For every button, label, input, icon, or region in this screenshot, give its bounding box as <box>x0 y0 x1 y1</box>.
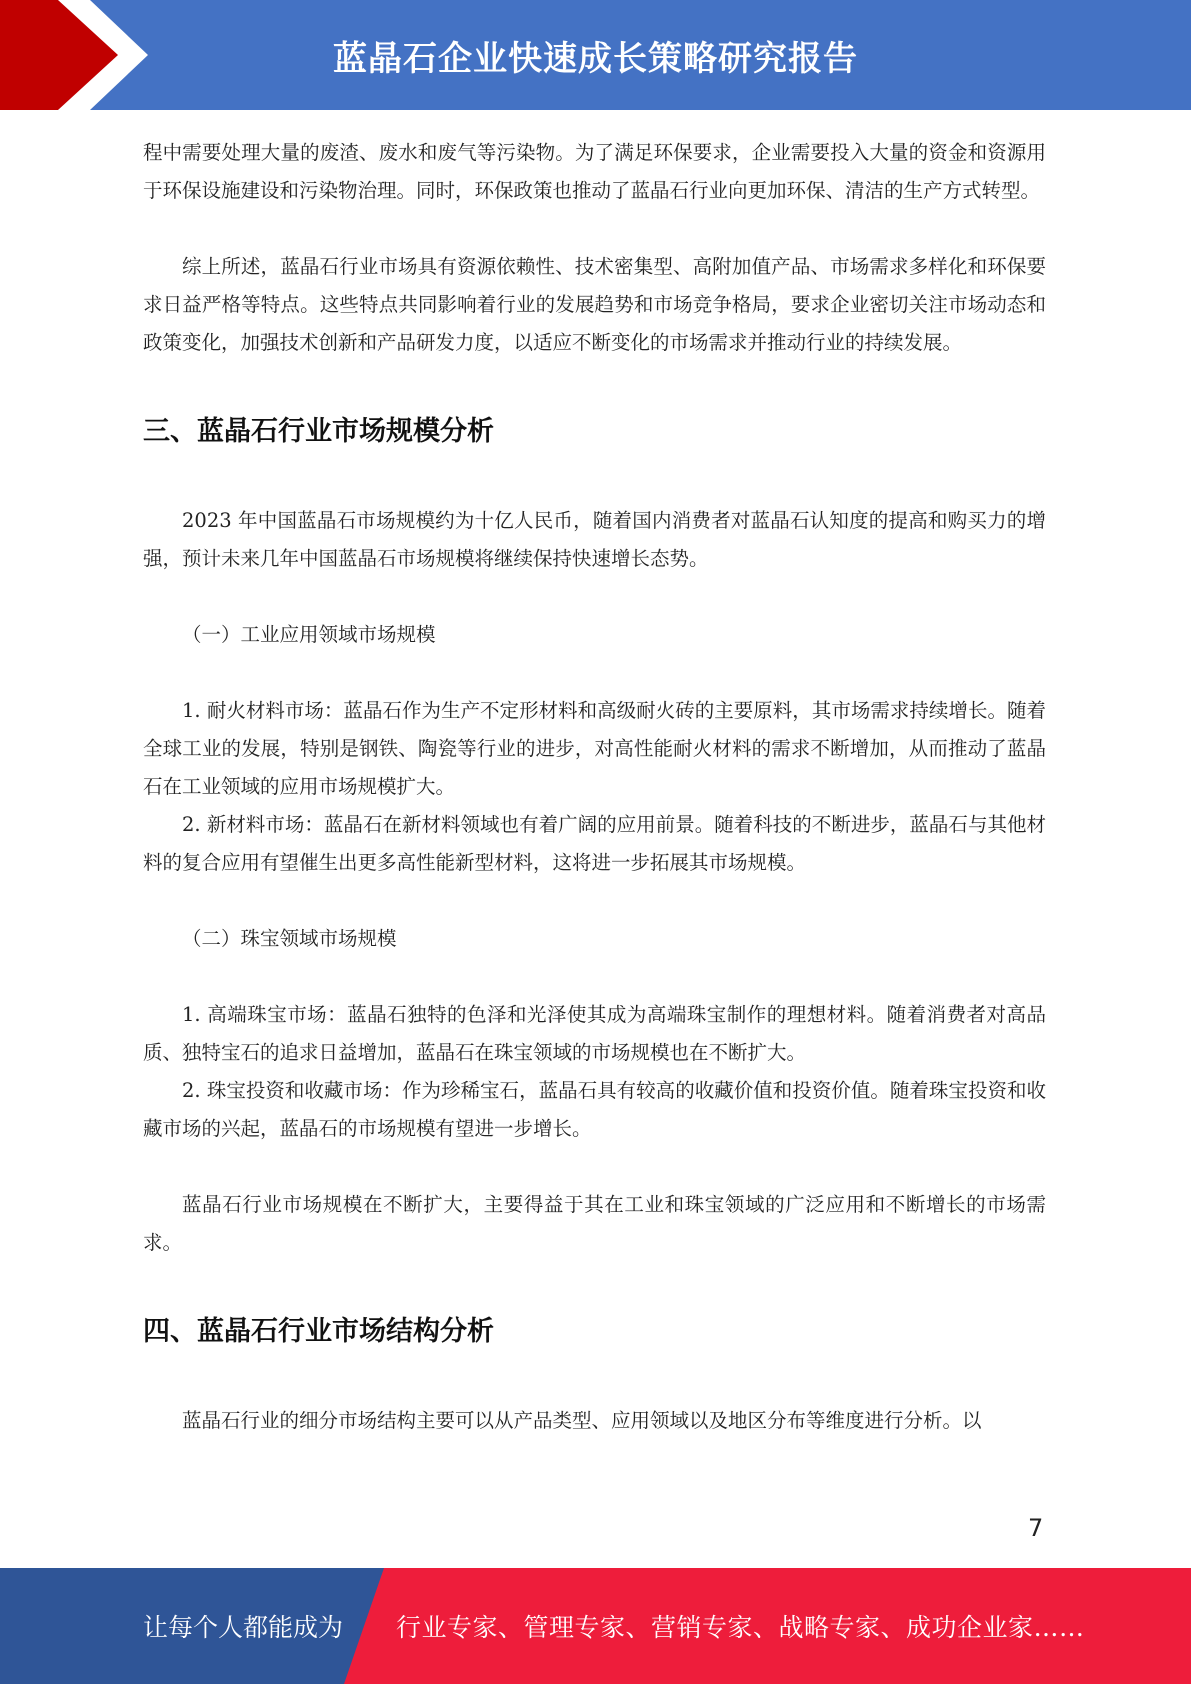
paragraph: 蓝晶石行业的细分市场结构主要可以从产品类型、应用领域以及地区分布等维度进行分析。以 <box>182 1409 982 1432</box>
paragraph: 2023 年中国蓝晶石市场规模约为十亿人民币，随着国内消费者对蓝晶石认知度的提高和购买力的增强，预计未来几年中国蓝晶石市场规模将继续保持快速增长态势。 <box>143 509 1046 570</box>
page-footer <box>0 1568 1191 1684</box>
paragraph: 程中需要处理大量的废渣、废水和废气等污染物。为了满足环保要求，企业需要投入大量的资金和资源用于环保设施建设和污染物治理。同时，环保政策也推动了蓝晶石行业向更加环保、清洁的生产方式转型。 <box>143 141 1046 202</box>
paragraph: 蓝晶石行业市场规模在不断扩大，主要得益于其在工业和珠宝领域的广泛应用和不断增长的市场需求。 <box>143 1193 1046 1254</box>
document-title: 蓝晶石企业快速成长策略研究报告 <box>333 38 858 79</box>
section-heading: 四、蓝晶石行业市场结构分析 <box>143 1316 494 1347</box>
paragraph: 综上所述，蓝晶石行业市场具有资源依赖性、技术密集型、高附加值产品、市场需求多样化和环保要求日益严格等特点。这些特点共同影响着行业的发展趋势和市场竞争格局，要求企业密切关注市场动态和政策变化，加强技术创新和产品研发力度，以适应不断变化的市场需求并推动行业的持续发展。 <box>143 255 1046 354</box>
page-number: 7 <box>1028 1514 1044 1542</box>
list-item: 1. 耐火材料市场：蓝晶石作为生产不定形材料和高级耐火砖的主要原料，其市场需求持续增长。随着全球工业的发展，特别是钢铁、陶瓷等行业的进步，对高性能耐火材料的需求不断增加，从而推动了蓝晶石在工业领域的应用市场规模扩大。 <box>143 699 1046 798</box>
list-item: 2. 新材料市场：蓝晶石在新材料领域也有着广阔的应用前景。随着科技的不断进步，蓝晶石与其他材料的复合应用有望催生出更多高性能新型材料，这将进一步拓展其市场规模。 <box>143 813 1046 874</box>
subsection-heading: （一）工业应用领域市场规模 <box>182 623 436 646</box>
footer-slogan-left: 让每个人都能成为 <box>143 1613 344 1642</box>
footer-slogan-right: 行业专家、管理专家、营销专家、战略专家、成功企业家…… <box>396 1613 1085 1642</box>
list-item: 1. 高端珠宝市场：蓝晶石独特的色泽和光泽使其成为高端珠宝制作的理想材料。随着消费者对高品质、独特宝石的追求日益增加，蓝晶石在珠宝领域的市场规模也在不断扩大。 <box>143 1003 1046 1064</box>
page-header <box>0 0 1191 110</box>
section-heading: 三、蓝晶石行业市场规模分析 <box>143 416 494 447</box>
list-item: 2. 珠宝投资和收藏市场：作为珍稀宝石，蓝晶石具有较高的收藏价值和投资价值。随着珠宝投资和收藏市场的兴起，蓝晶石的市场规模有望进一步增长。 <box>143 1079 1046 1140</box>
subsection-heading: （二）珠宝领域市场规模 <box>182 927 397 950</box>
page-content <box>143 134 1046 1440</box>
